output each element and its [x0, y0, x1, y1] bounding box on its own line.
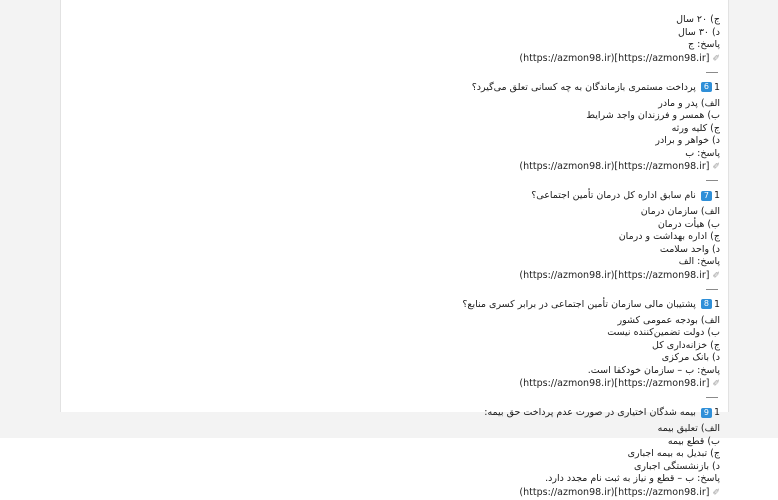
separator: [128, 289, 720, 290]
answer-line: پاسخ: ب – قطع و نیاز به ثبت نام مجدد دارد.: [545, 473, 720, 484]
paperclip-icon: ✐: [712, 270, 720, 281]
number-badge: 9: [701, 408, 712, 418]
question-title: پشتیبان مالی سازمان تأمین اجتماعی در برابر کسری منابع؟: [462, 298, 696, 310]
answer-line: پاسخ: ج: [688, 39, 720, 50]
question-block: [128, 81, 720, 174]
option-line: الف) پدر و مادر: [658, 97, 720, 109]
option-line: د) بانک مرکزی: [661, 352, 720, 363]
question-title: بیمه شدگان اختیاری در صورت عدم پرداخت حق بیمه:: [484, 407, 696, 418]
number-badge: 7: [701, 191, 712, 201]
question-prefix: 1: [713, 298, 720, 310]
paperclip-icon: ✐: [712, 487, 720, 498]
question-heading: [128, 189, 720, 203]
content-column: [128, 0, 728, 499]
paperclip-icon: ✐: [712, 53, 720, 64]
separator: [128, 397, 720, 398]
link-text[interactable]: (https://azmon98.ir)[https://azmon98.ir]: [519, 269, 710, 281]
source-link[interactable]: [128, 486, 720, 499]
previous-question-tail: [128, 14, 720, 65]
link-text[interactable]: (https://azmon98.ir)[https://azmon98.ir]: [519, 486, 710, 498]
question-prefix: 1: [713, 407, 720, 418]
question-block: [128, 298, 720, 391]
source-link[interactable]: [128, 377, 720, 390]
question-block: [128, 406, 720, 499]
option-line: د) خواهر و برادر: [655, 135, 720, 146]
separator: [128, 180, 720, 181]
question-prefix: 1: [713, 81, 720, 93]
document-sheet: [60, 0, 729, 498]
answer-line: پاسخ: الف: [678, 256, 720, 267]
paperclip-icon: ✐: [712, 162, 720, 172]
answer-line: پاسخ: ب – سازمان خودکفا است.: [587, 364, 720, 376]
option-line: الف) تعلیق بیمه: [657, 423, 720, 434]
question-title: پرداخت مستمری بازماندگان به چه کسانی تعلق می‌گیرد؟: [471, 81, 696, 93]
question-block: [128, 189, 720, 282]
number-badge: 8: [701, 299, 712, 309]
question-heading: [128, 406, 720, 420]
option-line: ج) اداره بهداشت و درمان: [618, 231, 720, 242]
source-link[interactable]: [128, 160, 720, 173]
question-prefix: 1: [713, 190, 720, 201]
number-badge: 6: [701, 82, 712, 92]
source-link[interactable]: [128, 269, 720, 282]
question-heading: [128, 298, 720, 312]
option-line: ب) هیأت درمان: [657, 218, 720, 230]
source-link[interactable]: [128, 52, 720, 65]
link-text[interactable]: (https://azmon98.ir)[https://azmon98.ir]: [519, 52, 710, 64]
option-line: ج) کلیه ورثه: [671, 122, 720, 134]
option-line: ج) ۲۰ سال: [676, 14, 720, 25]
separator: [128, 72, 720, 73]
option-line: الف) سازمان درمان: [640, 206, 720, 217]
link-text[interactable]: (https://azmon98.ir)[https://azmon98.ir]: [519, 161, 710, 172]
link-text[interactable]: (https://azmon98.ir)[https://azmon98.ir]: [519, 378, 710, 389]
option-line: د) واحد سلامت: [659, 243, 720, 255]
question-heading: [128, 81, 720, 95]
option-line: د) بازنشستگی اجباری: [633, 460, 720, 472]
option-line: ج) خزانه‌داری کل: [652, 339, 720, 351]
paperclip-icon: ✐: [712, 379, 720, 389]
option-line: ب) دولت تضمین‌کننده نیست: [607, 327, 720, 338]
question-title: نام سابق اداره کل درمان تأمین اجتماعی؟: [531, 190, 696, 201]
answer-line: پاسخ: ب: [685, 147, 720, 159]
option-line: ب) قطع بیمه: [667, 435, 720, 447]
option-line: ج) تبدیل به بیمه اجباری: [627, 448, 720, 459]
option-line: د) ۳۰ سال: [678, 26, 720, 38]
option-line: الف) بودجه عمومی کشور: [617, 314, 720, 326]
option-line: ب) همسر و فرزندان واجد شرایط: [586, 110, 720, 121]
